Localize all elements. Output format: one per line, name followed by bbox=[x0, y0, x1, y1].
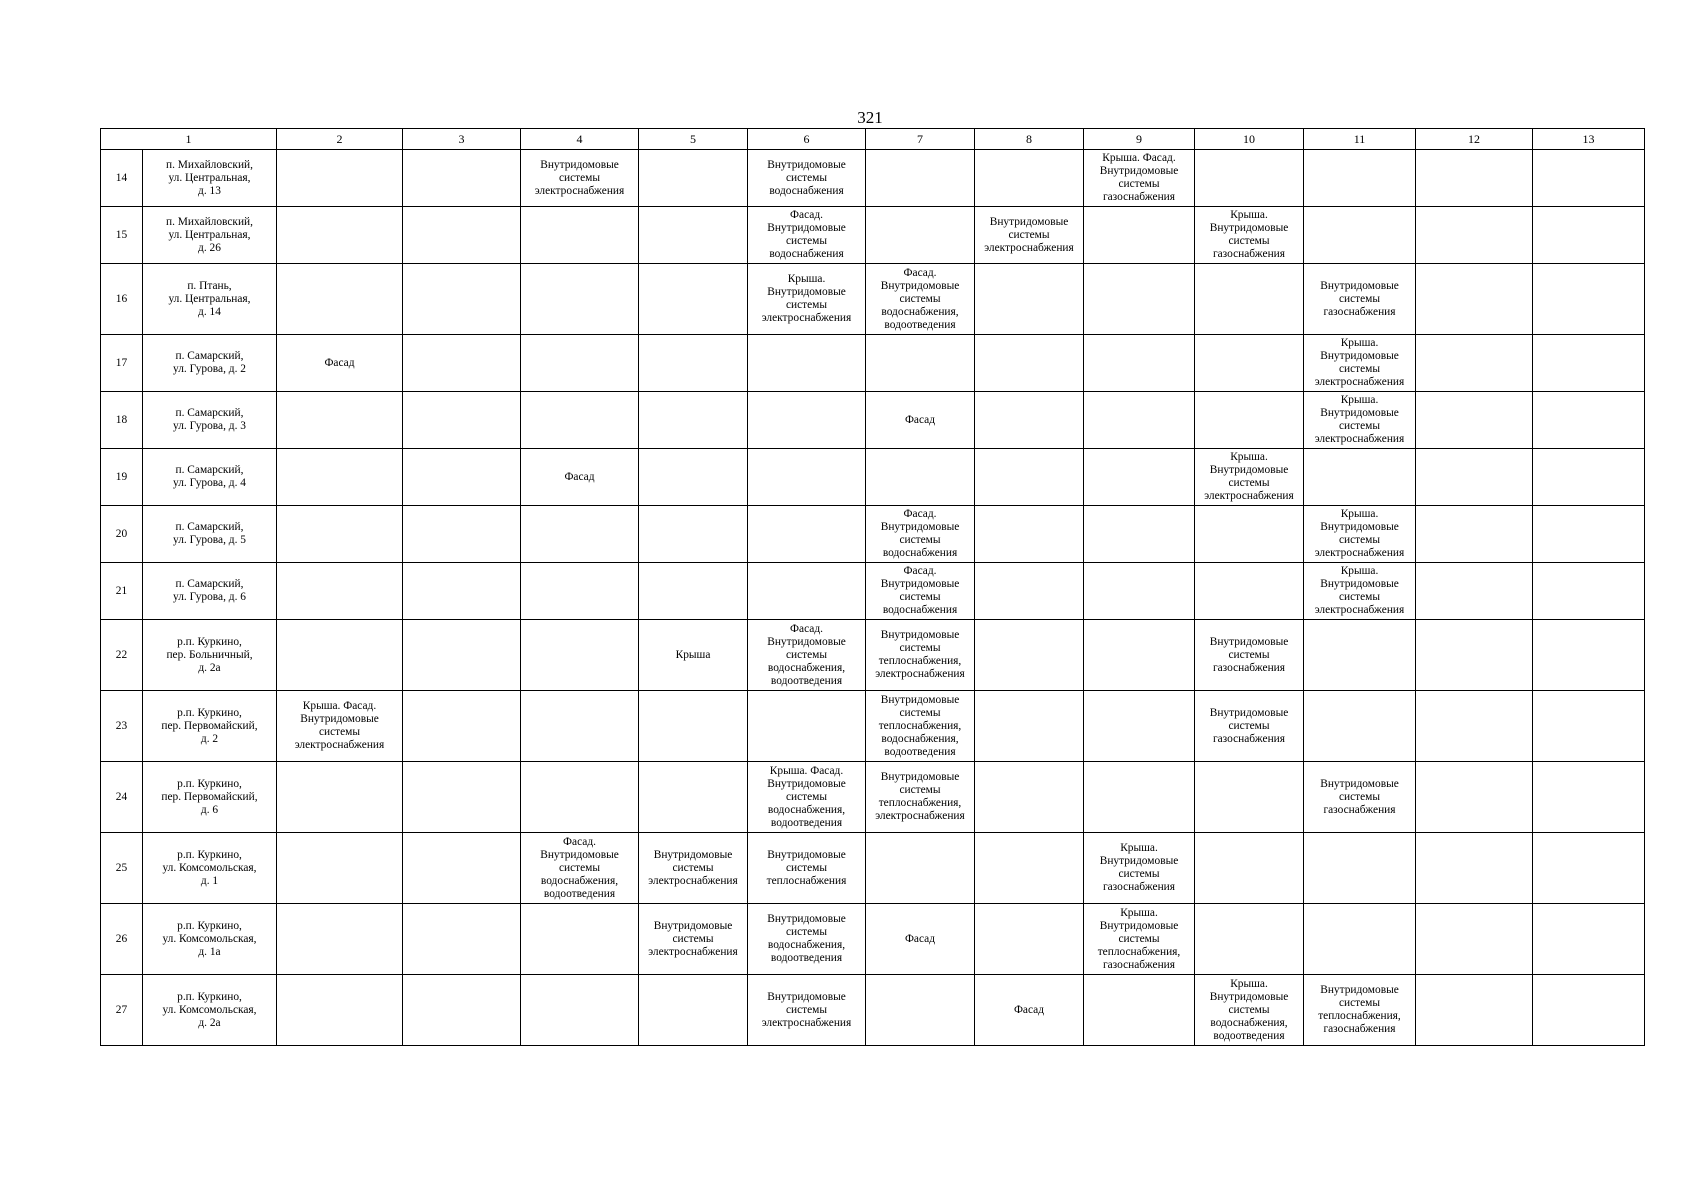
header-row bbox=[101, 129, 1645, 150]
work-cell bbox=[1084, 506, 1195, 563]
work-cell bbox=[1084, 691, 1195, 762]
work-cell bbox=[1304, 620, 1416, 691]
work-cell bbox=[521, 264, 639, 335]
work-cell bbox=[521, 335, 639, 392]
work-cell bbox=[975, 691, 1084, 762]
row-number: 27 bbox=[101, 975, 143, 1046]
work-cell bbox=[1195, 392, 1304, 449]
work-cell: Крыша. Внутридомовые системы теплоснабжения, газоснабжения bbox=[1084, 904, 1195, 975]
row-number: 26 bbox=[101, 904, 143, 975]
work-cell bbox=[277, 904, 403, 975]
table-row bbox=[101, 392, 1645, 449]
work-cell bbox=[639, 563, 748, 620]
work-cell: Внутридомовые системы теплоснабжения, электроснабжения bbox=[866, 620, 975, 691]
work-cell: Крыша. Фасад. Внутридомовые системы электроснабжения bbox=[277, 691, 403, 762]
work-cell: Крыша. Внутридомовые системы газоснабжения bbox=[1195, 207, 1304, 264]
work-cell bbox=[1416, 392, 1533, 449]
work-cell: Крыша. Внутридомовые системы электроснабжения bbox=[1304, 335, 1416, 392]
work-cell bbox=[1416, 833, 1533, 904]
column-header: 10 bbox=[1195, 129, 1304, 150]
work-cell bbox=[1416, 335, 1533, 392]
work-cell bbox=[975, 904, 1084, 975]
work-cell bbox=[521, 506, 639, 563]
work-cell bbox=[748, 449, 866, 506]
row-number: 18 bbox=[101, 392, 143, 449]
work-cell bbox=[1195, 833, 1304, 904]
work-cell bbox=[403, 506, 521, 563]
work-cell bbox=[639, 506, 748, 563]
work-cell: Внутридомовые системы водоснабжения bbox=[748, 150, 866, 207]
work-cell bbox=[975, 563, 1084, 620]
work-cell bbox=[866, 207, 975, 264]
work-cell bbox=[277, 563, 403, 620]
work-cell bbox=[521, 207, 639, 264]
work-cell bbox=[403, 975, 521, 1046]
table-row bbox=[101, 335, 1645, 392]
work-cell bbox=[1533, 392, 1645, 449]
work-cell bbox=[1084, 762, 1195, 833]
row-number: 22 bbox=[101, 620, 143, 691]
work-cell: Фасад bbox=[866, 392, 975, 449]
row-number: 23 bbox=[101, 691, 143, 762]
work-cell bbox=[1416, 904, 1533, 975]
work-cell bbox=[403, 264, 521, 335]
address-cell: п. Самарский, ул. Гурова, д. 6 bbox=[143, 563, 277, 620]
work-cell bbox=[1195, 904, 1304, 975]
work-cell: Крыша. Внутридомовые системы электроснабжения bbox=[1304, 392, 1416, 449]
work-cell bbox=[403, 691, 521, 762]
table-row bbox=[101, 563, 1645, 620]
work-cell bbox=[277, 833, 403, 904]
work-cell bbox=[1533, 975, 1645, 1046]
table-row bbox=[101, 150, 1645, 207]
work-cell bbox=[403, 762, 521, 833]
work-cell bbox=[521, 904, 639, 975]
work-cell bbox=[521, 762, 639, 833]
column-header: 3 bbox=[403, 129, 521, 150]
address-cell: п. Самарский, ул. Гурова, д. 3 bbox=[143, 392, 277, 449]
work-cell bbox=[1533, 207, 1645, 264]
table-row bbox=[101, 975, 1645, 1046]
row-number: 15 bbox=[101, 207, 143, 264]
table-row bbox=[101, 691, 1645, 762]
address-cell: р.п. Куркино, ул. Комсомольская, д. 1 bbox=[143, 833, 277, 904]
work-cell bbox=[639, 449, 748, 506]
work-cell bbox=[748, 392, 866, 449]
work-cell bbox=[1533, 691, 1645, 762]
work-cell bbox=[866, 150, 975, 207]
address-cell: п. Михайловский, ул. Центральная, д. 13 bbox=[143, 150, 277, 207]
work-cell: Крыша. Внутридомовые системы электроснабжения bbox=[1304, 506, 1416, 563]
work-cell bbox=[866, 335, 975, 392]
work-cell: Внутридомовые системы газоснабжения bbox=[1195, 691, 1304, 762]
work-cell bbox=[521, 691, 639, 762]
work-cell bbox=[1533, 563, 1645, 620]
work-cell bbox=[1416, 207, 1533, 264]
address-cell: р.п. Куркино, пер. Первомайский, д. 6 bbox=[143, 762, 277, 833]
work-cell bbox=[1533, 762, 1645, 833]
work-cell bbox=[866, 975, 975, 1046]
work-cell: Крыша. Внутридомовые системы электроснабжения bbox=[748, 264, 866, 335]
work-cell bbox=[403, 833, 521, 904]
work-cell bbox=[403, 335, 521, 392]
column-header: 1 bbox=[101, 129, 277, 150]
work-cell bbox=[1533, 264, 1645, 335]
work-cell bbox=[1195, 264, 1304, 335]
work-cell bbox=[975, 833, 1084, 904]
work-cell bbox=[1084, 563, 1195, 620]
work-cell: Внутридомовые системы газоснабжения bbox=[1195, 620, 1304, 691]
work-cell bbox=[1304, 150, 1416, 207]
row-number: 20 bbox=[101, 506, 143, 563]
address-cell: п. Самарский, ул. Гурова, д. 5 bbox=[143, 506, 277, 563]
table-body bbox=[101, 129, 1645, 1046]
column-header: 4 bbox=[521, 129, 639, 150]
work-cell bbox=[1533, 335, 1645, 392]
work-cell: Внутридомовые системы электроснабжения bbox=[975, 207, 1084, 264]
work-cell bbox=[639, 335, 748, 392]
column-header: 5 bbox=[639, 129, 748, 150]
work-cell bbox=[1304, 833, 1416, 904]
work-cell: Внутридомовые системы электроснабжения bbox=[639, 904, 748, 975]
work-cell: Крыша. Фасад. Внутридомовые системы газоснабжения bbox=[1084, 150, 1195, 207]
work-cell bbox=[639, 762, 748, 833]
column-header: 2 bbox=[277, 129, 403, 150]
work-cell: Фасад. Внутридомовые системы водоснабжения, водоотведения bbox=[748, 620, 866, 691]
address-cell: п. Самарский, ул. Гурова, д. 2 bbox=[143, 335, 277, 392]
address-cell: п. Самарский, ул. Гурова, д. 4 bbox=[143, 449, 277, 506]
address-cell: п. Михайловский, ул. Центральная, д. 26 bbox=[143, 207, 277, 264]
row-number: 14 bbox=[101, 150, 143, 207]
work-cell bbox=[1084, 207, 1195, 264]
work-cell: Внутридомовые системы электроснабжения bbox=[521, 150, 639, 207]
work-cell: Внутридомовые системы теплоснабжения, газоснабжения bbox=[1304, 975, 1416, 1046]
work-cell bbox=[403, 392, 521, 449]
work-cell: Крыша. Внутридомовые системы электроснабжения bbox=[1195, 449, 1304, 506]
work-cell bbox=[1533, 904, 1645, 975]
work-cell: Фасад bbox=[975, 975, 1084, 1046]
work-cell: Внутридомовые системы газоснабжения bbox=[1304, 762, 1416, 833]
work-cell bbox=[403, 904, 521, 975]
work-cell bbox=[748, 691, 866, 762]
column-header: 11 bbox=[1304, 129, 1416, 150]
work-cell bbox=[1416, 150, 1533, 207]
work-cell bbox=[639, 207, 748, 264]
row-number: 21 bbox=[101, 563, 143, 620]
column-header: 6 bbox=[748, 129, 866, 150]
table-row bbox=[101, 207, 1645, 264]
work-cell bbox=[1084, 449, 1195, 506]
work-cell bbox=[521, 975, 639, 1046]
work-cell bbox=[1416, 620, 1533, 691]
work-cell: Внутридомовые системы теплоснабжения, электроснабжения bbox=[866, 762, 975, 833]
work-cell: Крыша. Внутридомовые системы электроснабжения bbox=[1304, 563, 1416, 620]
work-cell bbox=[1416, 506, 1533, 563]
work-cell bbox=[975, 264, 1084, 335]
work-cell bbox=[403, 449, 521, 506]
table-row bbox=[101, 833, 1645, 904]
work-cell bbox=[521, 392, 639, 449]
work-cell bbox=[403, 563, 521, 620]
work-cell bbox=[975, 762, 1084, 833]
work-cell: Крыша bbox=[639, 620, 748, 691]
address-cell: р.п. Куркино, пер. Больничный, д. 2а bbox=[143, 620, 277, 691]
work-cell bbox=[521, 563, 639, 620]
work-cell bbox=[975, 392, 1084, 449]
work-cell bbox=[639, 150, 748, 207]
work-cell bbox=[277, 392, 403, 449]
row-number: 19 bbox=[101, 449, 143, 506]
address-cell: р.п. Куркино, ул. Комсомольская, д. 2а bbox=[143, 975, 277, 1046]
work-cell bbox=[748, 506, 866, 563]
work-schedule-table bbox=[100, 128, 1645, 1046]
work-cell: Фасад. Внутридомовые системы водоснабжения, водоотведения bbox=[866, 264, 975, 335]
table-row bbox=[101, 264, 1645, 335]
work-cell bbox=[639, 264, 748, 335]
work-cell bbox=[1304, 904, 1416, 975]
work-cell bbox=[403, 620, 521, 691]
work-cell bbox=[277, 449, 403, 506]
work-cell bbox=[1195, 506, 1304, 563]
work-cell bbox=[1533, 449, 1645, 506]
work-cell: Внутридомовые системы газоснабжения bbox=[1304, 264, 1416, 335]
work-cell bbox=[1416, 264, 1533, 335]
column-header: 9 bbox=[1084, 129, 1195, 150]
work-cell bbox=[1195, 563, 1304, 620]
work-cell bbox=[1304, 691, 1416, 762]
table-row bbox=[101, 904, 1645, 975]
work-cell: Внутридомовые системы электроснабжения bbox=[748, 975, 866, 1046]
column-header: 13 bbox=[1533, 129, 1645, 150]
row-number: 16 bbox=[101, 264, 143, 335]
work-cell: Фасад bbox=[866, 904, 975, 975]
column-header: 12 bbox=[1416, 129, 1533, 150]
work-cell: Фасад. Внутридомовые системы водоснабжения bbox=[866, 563, 975, 620]
work-cell bbox=[1533, 833, 1645, 904]
work-cell bbox=[1195, 335, 1304, 392]
work-cell: Фасад. Внутридомовые системы водоснабжения bbox=[866, 506, 975, 563]
work-cell bbox=[1195, 762, 1304, 833]
work-cell bbox=[975, 620, 1084, 691]
work-cell bbox=[1084, 975, 1195, 1046]
work-cell bbox=[521, 620, 639, 691]
address-cell: р.п. Куркино, ул. Комсомольская, д. 1а bbox=[143, 904, 277, 975]
work-cell bbox=[403, 150, 521, 207]
work-cell: Фасад. Внутридомовые системы водоснабжения, водоотведения bbox=[521, 833, 639, 904]
table-row bbox=[101, 620, 1645, 691]
work-cell: Крыша. Внутридомовые системы газоснабжения bbox=[1084, 833, 1195, 904]
work-cell: Фасад. Внутридомовые системы водоснабжения bbox=[748, 207, 866, 264]
work-cell bbox=[1304, 449, 1416, 506]
work-cell: Внутридомовые системы теплоснабжения, водоснабжения, водоотведения bbox=[866, 691, 975, 762]
work-cell bbox=[975, 335, 1084, 392]
work-cell bbox=[1416, 762, 1533, 833]
work-cell bbox=[975, 150, 1084, 207]
work-cell bbox=[277, 264, 403, 335]
table-row bbox=[101, 762, 1645, 833]
column-header: 8 bbox=[975, 129, 1084, 150]
work-cell bbox=[1304, 207, 1416, 264]
address-cell: п. Птань, ул. Центральная, д. 14 bbox=[143, 264, 277, 335]
work-cell bbox=[748, 563, 866, 620]
work-cell bbox=[1416, 975, 1533, 1046]
work-cell bbox=[639, 392, 748, 449]
column-header: 7 bbox=[866, 129, 975, 150]
row-number: 17 bbox=[101, 335, 143, 392]
work-cell: Внутридомовые системы электроснабжения bbox=[639, 833, 748, 904]
address-cell: р.п. Куркино, пер. Первомайский, д. 2 bbox=[143, 691, 277, 762]
work-cell bbox=[277, 975, 403, 1046]
work-cell bbox=[1533, 506, 1645, 563]
work-cell bbox=[975, 506, 1084, 563]
work-cell bbox=[1416, 449, 1533, 506]
work-cell bbox=[277, 150, 403, 207]
work-cell bbox=[277, 762, 403, 833]
row-number: 24 bbox=[101, 762, 143, 833]
work-cell: Фасад bbox=[277, 335, 403, 392]
work-cell bbox=[748, 335, 866, 392]
work-cell bbox=[1533, 620, 1645, 691]
work-cell bbox=[277, 620, 403, 691]
page-number: 321 bbox=[857, 108, 883, 127]
work-cell bbox=[866, 833, 975, 904]
work-cell: Внутридомовые системы теплоснабжения bbox=[748, 833, 866, 904]
work-cell bbox=[1084, 392, 1195, 449]
work-cell bbox=[975, 449, 1084, 506]
work-cell: Крыша. Фасад. Внутридомовые системы водоснабжения, водоотведения bbox=[748, 762, 866, 833]
work-cell: Крыша. Внутридомовые системы водоснабжения, водоотведения bbox=[1195, 975, 1304, 1046]
work-cell bbox=[403, 207, 521, 264]
work-cell bbox=[1416, 563, 1533, 620]
work-cell bbox=[277, 207, 403, 264]
work-cell bbox=[1195, 150, 1304, 207]
table-row bbox=[101, 506, 1645, 563]
work-cell bbox=[1533, 150, 1645, 207]
work-cell bbox=[277, 506, 403, 563]
work-cell bbox=[1084, 620, 1195, 691]
row-number: 25 bbox=[101, 833, 143, 904]
work-cell bbox=[1084, 335, 1195, 392]
work-cell: Фасад bbox=[521, 449, 639, 506]
work-cell bbox=[639, 975, 748, 1046]
work-cell bbox=[1084, 264, 1195, 335]
work-cell bbox=[1416, 691, 1533, 762]
work-cell bbox=[639, 691, 748, 762]
work-cell bbox=[866, 449, 975, 506]
work-cell: Внутридомовые системы водоснабжения, водоотведения bbox=[748, 904, 866, 975]
table-row bbox=[101, 449, 1645, 506]
